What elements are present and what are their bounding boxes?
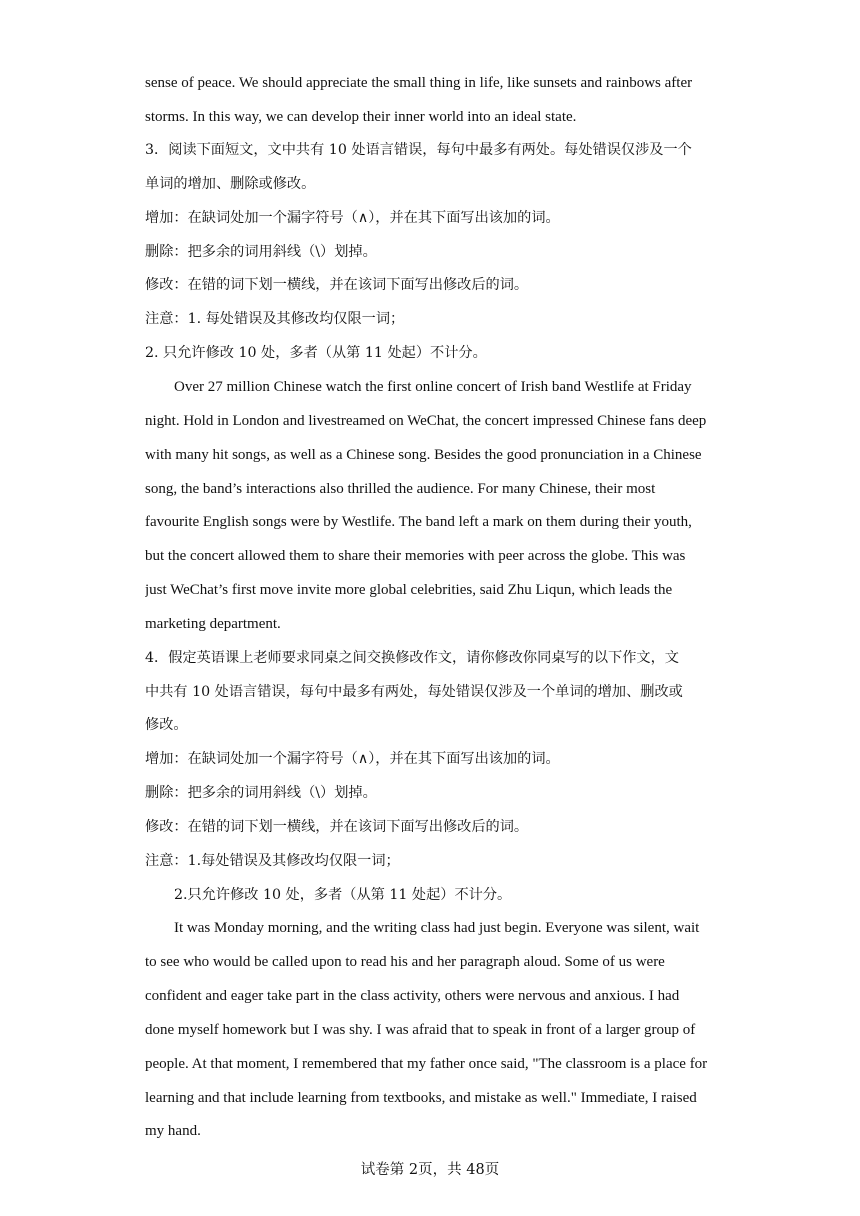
q3-instruction-line: 单词的增加、删除或修改。 bbox=[145, 176, 316, 192]
q4-passage-line: my hand. bbox=[145, 1123, 201, 1139]
q3-instruction-line: 注意：1. 每处错误及其修改均仅限一词； bbox=[145, 311, 405, 327]
q4-instruction-line: 4．假定英语课上老师要求同桌之间交换修改作文，请你修改你同桌写的以下作文，文 bbox=[145, 650, 679, 666]
q4-passage-line: confident and eager take part in the class activity, others were nervous and anxious. I had bbox=[145, 988, 680, 1004]
q4-passage-line: people. At that moment, I remembered that my father once said, "The classroom is a place for bbox=[145, 1056, 708, 1072]
q4-instruction-line: 中共有 10 处语言错误，每句中最多有两处，每处错误仅涉及一个单词的增加、删改或 bbox=[145, 684, 683, 700]
q4-passage-line: done myself homework but I was shy. I was afraid that to speak in front of a larger group of bbox=[145, 1022, 696, 1038]
q3-passage-line: but the concert allowed them to share their memories with peer across the globe. This was bbox=[145, 548, 686, 564]
passage-line: sense of peace. We should appreciate the small thing in life, like sunsets and rainbows after bbox=[145, 75, 693, 91]
q3-passage-line: song, the band’s interactions also thrilled the audience. For many Chinese, their most bbox=[145, 481, 656, 497]
q4-instruction-line: 删除：把多余的词用斜线（\）划掉。 bbox=[145, 785, 377, 801]
q3-instruction-line: 修改：在错的词下划一横线，并在该词下面写出修改后的词。 bbox=[145, 277, 529, 293]
passage-line: storms. In this way, we can develop their inner world into an ideal state. bbox=[145, 109, 577, 125]
q4-instruction-line: 增加：在缺词处加一个漏字符号（∧），并在其下面写出该加的词。 bbox=[145, 751, 560, 767]
q3-passage-line: favourite English songs were by Westlife. The band left a mark on them during their youth, bbox=[145, 514, 692, 530]
q3-passage-line: with many hit songs, as well as a Chinese song. Besides the good pronunciation in a Chinese bbox=[145, 447, 702, 463]
q3-passage-line: just WeChat’s first move invite more global celebrities, said Zhu Liqun, which leads the bbox=[145, 582, 673, 598]
q4-instruction-line: 注意：1.每处错误及其修改均仅限一词； bbox=[145, 853, 400, 869]
page-footer: 试卷第 2页，共 48页 bbox=[360, 1162, 500, 1178]
q3-passage-line: marketing department. bbox=[145, 616, 281, 632]
q4-passage-line: learning and that include learning from textbooks, and mistake as well." Immediate, I raised bbox=[145, 1090, 697, 1106]
q3-instruction-line: 增加：在缺词处加一个漏字符号（∧），并在其下面写出该加的词。 bbox=[145, 210, 560, 226]
q3-passage-line: night. Hold in London and livestreamed on WeChat, the concert impressed Chinese fans deep bbox=[145, 413, 707, 429]
q4-passage-line: to see who would be called upon to read his and her paragraph aloud. Some of us were bbox=[145, 954, 665, 970]
q3-instruction-line: 2. 只允许修改 10 处，多者（从第 11 处起）不计分。 bbox=[145, 345, 487, 361]
q3-instruction-line: 3．阅读下面短文，文中共有 10 处语言错误，每句中最多有两处。每处错误仅涉及一个 bbox=[145, 142, 692, 158]
q4-passage-line: It was Monday morning, and the writing class had just begin. Everyone was silent, wait bbox=[174, 920, 700, 936]
q4-instruction-line: 修改。 bbox=[145, 717, 188, 733]
q4-instruction-line: 修改：在错的词下划一横线，并在该词下面写出修改后的词。 bbox=[145, 819, 529, 835]
q3-instruction-line: 删除：把多余的词用斜线（\）划掉。 bbox=[145, 244, 377, 260]
q4-instruction-line: 2.只允许修改 10 处，多者（从第 11 处起）不计分。 bbox=[174, 887, 512, 903]
q3-passage-line: Over 27 million Chinese watch the first online concert of Irish band Westlife at Friday bbox=[174, 379, 692, 395]
